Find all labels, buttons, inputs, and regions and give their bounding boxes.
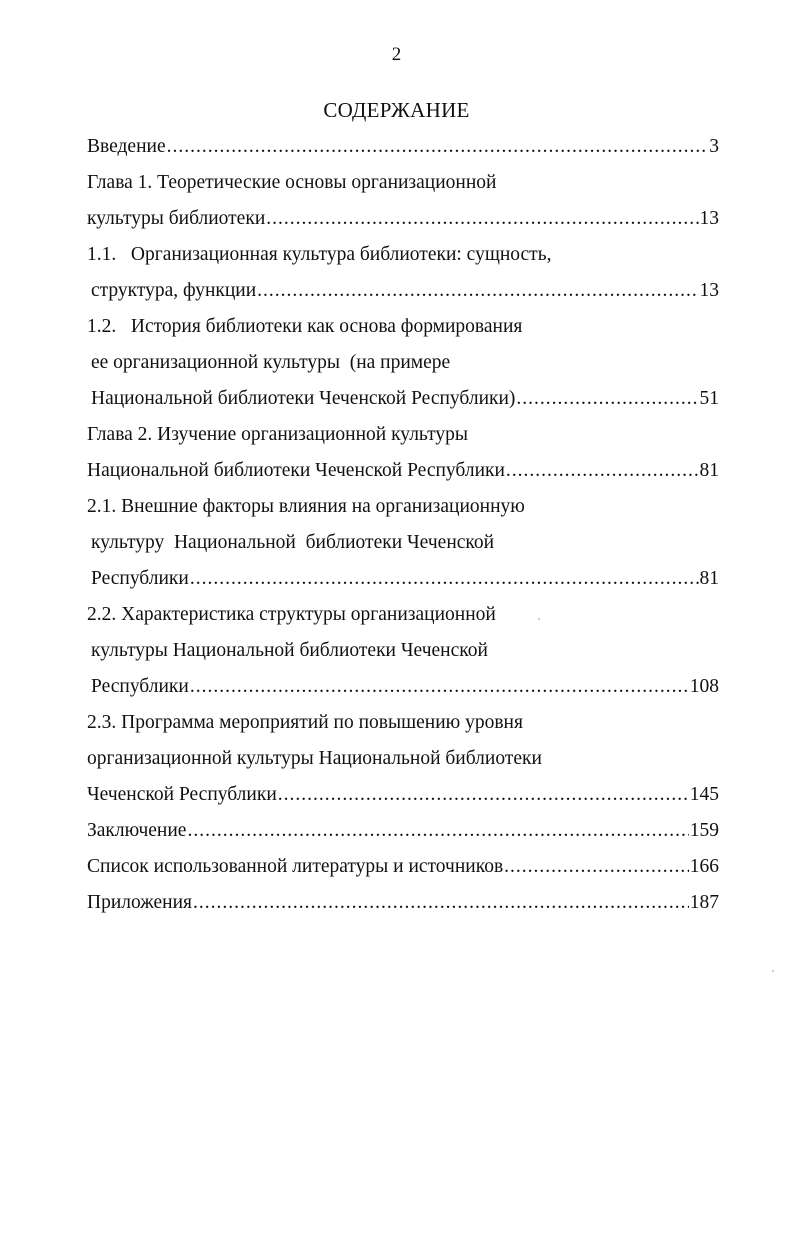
toc-entry-section-1-2-title-cont: ее организационной культуры (на примере <box>91 352 451 373</box>
toc-entry-section-2-1-title-cont: культуру Национальной библиотеки Чеченской <box>91 532 495 553</box>
toc-entry-section-2-3-title-cont: организационной культуры Национальной библиотеки <box>87 748 542 769</box>
toc-entry-conclusion <box>87 813 719 849</box>
toc-page-number: 187 <box>689 892 719 913</box>
dot-leader <box>190 561 699 597</box>
toc-entry-chapter-2-title: Глава 2. Изучение организационной культуры <box>87 424 468 445</box>
dot-leader <box>506 453 699 489</box>
toc-entry-intro <box>87 129 719 165</box>
toc-page-number: 81 <box>699 568 719 589</box>
dot-leader <box>187 813 688 849</box>
toc-entry-title: Приложения <box>87 892 192 913</box>
dot-leader <box>167 129 709 165</box>
page-number: 2 <box>391 44 402 65</box>
toc-entry-title: Заключение <box>87 820 187 841</box>
toc-entry-title: Национальной библиотеки Чеченской Республики) <box>91 388 516 409</box>
toc-entry-section-2-3-title: 2.3. Программа мероприятий по повышению уровня <box>87 712 523 733</box>
toc-page-number: 108 <box>689 676 719 697</box>
dot-leader <box>193 885 689 921</box>
toc-entry-title: Республики <box>91 568 189 589</box>
toc-entry-title: Национальной библиотеки Чеченской Республики <box>87 460 505 481</box>
toc-entry-section-2-1 <box>91 561 719 597</box>
toc-page-number: 81 <box>699 460 719 481</box>
toc-entry-references <box>87 849 719 885</box>
toc-entry-section-2-2-title-cont: культуры Национальной библиотеки Чеченской <box>91 640 488 661</box>
toc-entry-section-1-2-title: 1.2. История библиотеки как основа формирования <box>87 316 523 337</box>
toc-page-number: 3 <box>709 136 719 157</box>
toc-page-number: 13 <box>699 280 719 301</box>
toc-entry-title: Чеченской Республики <box>87 784 277 805</box>
table-of-contents <box>0 129 793 929</box>
toc-entry-title: культуры библиотеки <box>87 208 266 229</box>
dot-leader <box>266 201 698 237</box>
toc-entry-title: Список использованной литературы и источников <box>87 856 504 877</box>
toc-entry-title: Республики <box>91 676 189 697</box>
toc-entry-section-1-1-title: 1.1. Организационная культура библиотеки: сущность, <box>87 244 552 265</box>
toc-entry-chapter-2 <box>87 453 719 489</box>
scan-speck <box>538 618 540 620</box>
toc-entry-section-2-2 <box>91 669 719 705</box>
toc-entry-chapter-1-title: Глава 1. Теоретические основы организационной <box>87 172 497 193</box>
toc-entry-title: Введение <box>87 136 166 157</box>
toc-heading: СОДЕРЖАНИЕ <box>323 98 470 122</box>
toc-page-number: 51 <box>699 388 719 409</box>
toc-page-number: 166 <box>689 856 719 877</box>
dot-leader <box>190 669 689 705</box>
toc-entry-section-2-3 <box>87 777 719 813</box>
scan-speck <box>772 970 774 972</box>
toc-page-number: 159 <box>689 820 719 841</box>
toc-entry-title: структура, функции <box>91 280 257 301</box>
toc-entry-section-2-1-title: 2.1. Внешние факторы влияния на организационную <box>87 496 525 517</box>
toc-entry-section-1-1 <box>91 273 719 309</box>
toc-entry-chapter-1 <box>87 201 719 237</box>
toc-entry-appendices <box>87 885 719 921</box>
dot-leader <box>278 777 689 813</box>
toc-entry-section-1-2 <box>91 381 719 417</box>
toc-entry-section-2-2-title: 2.2. Характеристика структуры организационной <box>87 604 496 625</box>
dot-leader <box>516 381 698 417</box>
dot-leader <box>257 273 698 309</box>
dot-leader <box>504 849 689 885</box>
toc-page-number: 13 <box>699 208 719 229</box>
toc-page-number: 145 <box>689 784 719 805</box>
